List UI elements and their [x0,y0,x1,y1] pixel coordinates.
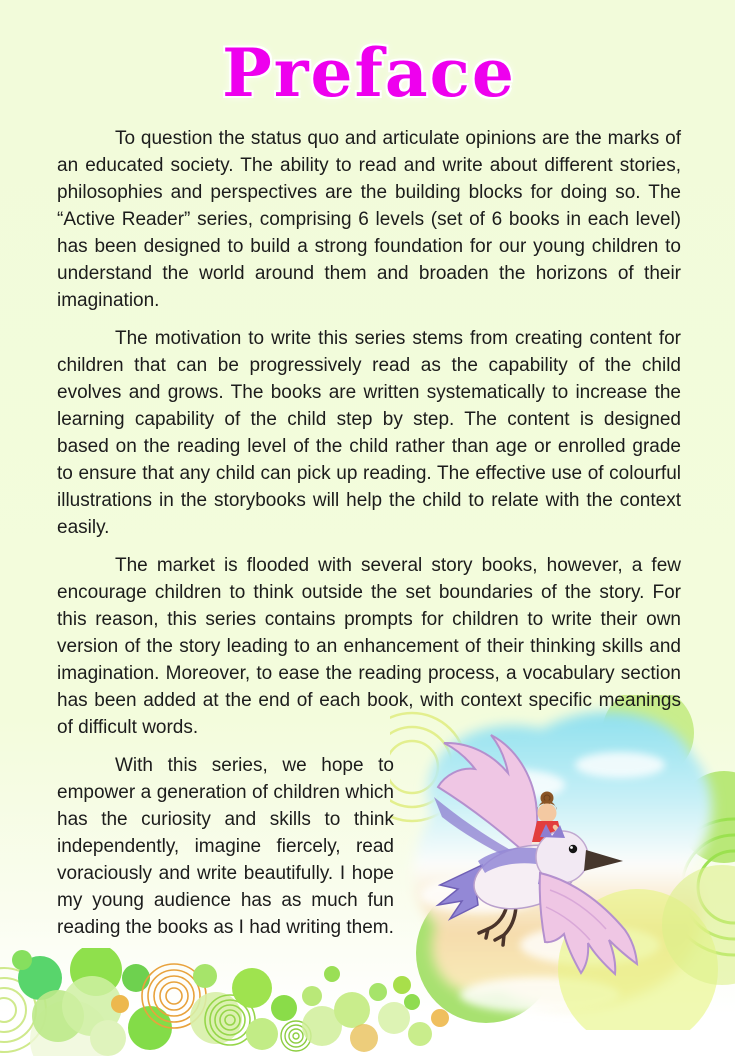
preface-content [57,34,681,952]
page-title: Preface [222,34,516,112]
bottom-circles-decoration [0,948,460,1056]
paragraph-1: To question the status quo and articulate opinions are the marks of an educated society. The ability to read and write about different stories, philosophies and perspectives are the building blocks for doing so. The “Active Reader” series, comprising 6 levels (set of 6 books in each level) has been designed to build a strong foundation for our young children to understand the world around them and broaden the horizons of their imagination. [57,128,681,312]
paragraph-3: The market is flooded with several story books, however, a few encourage children to think outside the set boundaries of the story. For this reason, this series contains prompts for children to write their own version of the story leading to an enhancement of their thinking skills and imagination. Moreover, to ease the reading process, a vocabulary section has been added at the end of each book, with context specific meanings of difficult words. [57,555,681,739]
paragraph-2: The motivation to write this series stems from creating content for children that can be progressively read as the capability of the child evolves and grows. The books are written systematically to increase the learning capability of the child step by step. The content is designed based on the reading level of the child rather than age or enrolled grade to ensure that any child can pick up reading. The effective use of colourful illustrations in the storybooks will help the child to relate with the context easily. [57,328,681,539]
paragraph-4: With this series, we hope to empower a generation of children which has the curiosity and skills to think independently, imagine fiercely, read voraciously and write beautifully. I hope my young audience has as much fun reading the books as I had writing them. [57,755,394,939]
circles-svg [0,948,460,1056]
